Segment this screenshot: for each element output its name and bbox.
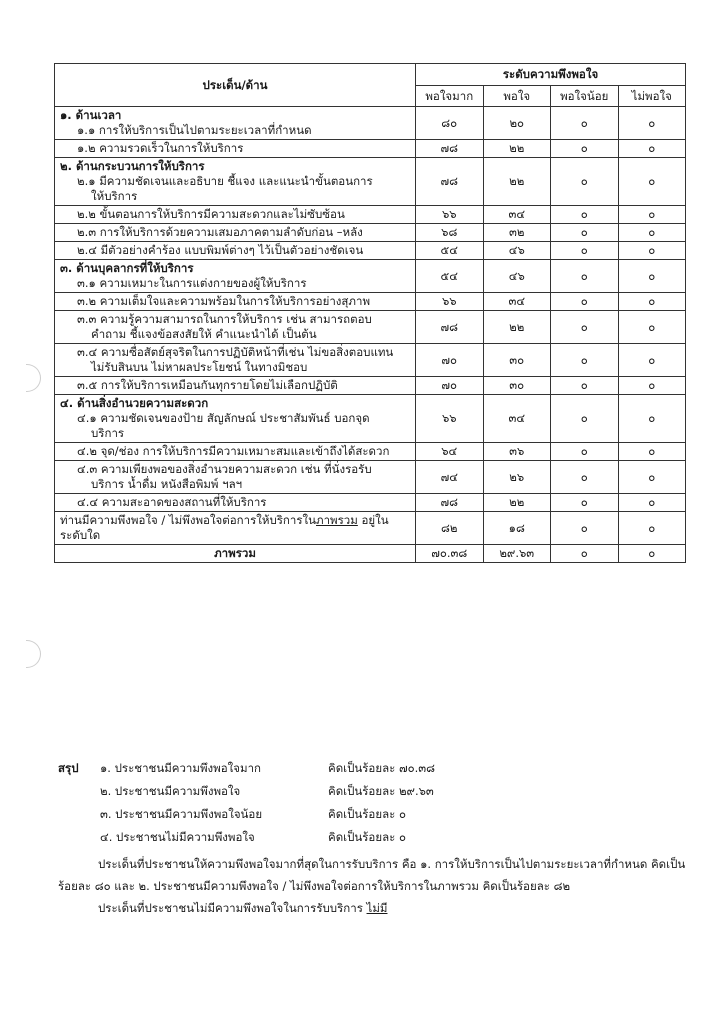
summary-label: สรุป xyxy=(58,761,79,775)
header-not-satisfied: ไม่พอใจ xyxy=(618,86,686,107)
item-text: ๒.๒ ขั้นตอนการให้บริการมีความสะดวกและไม่ซับซ้อน xyxy=(77,207,345,221)
punch-hole-mark xyxy=(26,640,41,668)
topic-cell xyxy=(55,395,416,443)
value-slightly-satisfied: ๐ xyxy=(551,344,619,377)
value-satisfied: ๓๖ xyxy=(483,443,551,461)
table-body xyxy=(55,107,686,563)
value-satisfied: ๒๒ xyxy=(483,494,551,512)
value-slightly-satisfied: ๐ xyxy=(551,512,619,545)
table-row xyxy=(55,494,686,512)
value-satisfied: ๒๐ xyxy=(483,107,551,140)
value-not-satisfied: ๐ xyxy=(618,344,686,377)
table-row xyxy=(55,461,686,494)
overall-question-text: ท่านมีความพึงพอใจ / ไม่พึงพอใจต่อการให้บริการใน xyxy=(60,513,317,527)
value-not-satisfied: ๐ xyxy=(618,377,686,395)
value-slightly-satisfied: ๐ xyxy=(551,494,619,512)
table-row xyxy=(55,140,686,158)
value-slightly-satisfied: ๐ xyxy=(551,377,619,395)
value-not-satisfied: ๐ xyxy=(618,224,686,242)
item-text-cont: คำถาม ชี้แจงข้อสงสัยให้ คำแนะนำได้ เป็นต้น xyxy=(91,327,317,341)
value-very-satisfied: ๘๒ xyxy=(416,512,484,545)
item-text: ๓.๔ ความซื่อสัตย์สุจริตในการปฏิบัติหน้าที่เช่น ไม่ขอสิ่งตอบแทน xyxy=(77,345,394,359)
topic-cell xyxy=(55,158,416,206)
summary-line xyxy=(58,803,688,826)
value-not-satisfied: ๐ xyxy=(618,206,686,224)
value-satisfied: ๓๐ xyxy=(483,344,551,377)
value-not-satisfied: ๐ xyxy=(618,242,686,260)
value-slightly-satisfied: ๐ xyxy=(551,224,619,242)
value-very-satisfied: ๖๔ xyxy=(416,443,484,461)
underlined-answer: ไม่มี xyxy=(366,901,388,915)
overall-question-text-end: อยู่ในระดับใด xyxy=(60,513,389,542)
value-not-satisfied: ๐ xyxy=(618,461,686,494)
value-slightly-satisfied: ๐ xyxy=(551,545,619,563)
item-text: ๓.๒ ความเต็มใจและความพร้อมในการให้บริการอย่างสุภาพ xyxy=(77,294,371,308)
table-row xyxy=(55,344,686,377)
value-not-satisfied: ๐ xyxy=(618,158,686,206)
item-text: ๓.๑ ความเหมาะในการแต่งกายของผู้ให้บริการ xyxy=(77,276,307,290)
header-very-satisfied: พอใจมาก xyxy=(416,86,484,107)
value-very-satisfied: ๖๘ xyxy=(416,224,484,242)
summary-line-value: คิดเป็นร้อยละ ๗๐.๓๘ xyxy=(328,761,436,775)
value-not-satisfied: ๐ xyxy=(618,443,686,461)
value-satisfied: ๑๘ xyxy=(483,512,551,545)
header-satisfaction-level: ระดับความพึงพอใจ xyxy=(416,64,686,86)
value-slightly-satisfied: ๐ xyxy=(551,206,619,224)
header-satisfied: พอใจ xyxy=(483,86,551,107)
table-row xyxy=(55,242,686,260)
value-slightly-satisfied: ๐ xyxy=(551,140,619,158)
value-slightly-satisfied: ๐ xyxy=(551,395,619,443)
value-very-satisfied: ๗๐ xyxy=(416,377,484,395)
topic-cell xyxy=(55,461,416,494)
item-text: ๒.๑ มีความชัดเจนและอธิบาย ชี้แจง และแนะนำขั้นตอนการ xyxy=(77,174,373,188)
topic-cell xyxy=(55,224,416,242)
item-text-cont: ไม่รับสินบน ไม่หาผลประโยชน์ ในทางมิชอบ xyxy=(91,360,308,374)
value-slightly-satisfied: ๐ xyxy=(551,242,619,260)
value-slightly-satisfied: ๐ xyxy=(551,311,619,344)
topic-cell xyxy=(55,311,416,344)
item-text: ๔.๒ จุด/ช่อง การให้บริการมีความเหมาะสมและเข้าถึงได้สะดวก xyxy=(77,444,390,458)
value-not-satisfied: ๐ xyxy=(618,395,686,443)
summary-line-value: คิดเป็นร้อยละ ๐ xyxy=(328,807,406,821)
summary-paragraph-most-satisfied: ประเด็นที่ประชาชนให้ความพึงพอใจมากที่สุดในการรับบริการ คือ ๑. การให้บริการเป็นไปตามระยะเวลาที่กำหนด คิดเป็นร้อยละ ๘๐ และ ๒. ประชาชนมีความพึงพอใจ / ไม่พึงพอใจต่อการให้บริการในภาพรวม คิดเป็นร้อยละ ๘๒ xyxy=(58,857,686,893)
summary-line-text: ๑. ประชาชนมีความพึงพอใจมาก xyxy=(100,761,261,775)
table-row xyxy=(55,293,686,311)
value-very-satisfied: ๗๘ xyxy=(416,311,484,344)
value-not-satisfied: ๐ xyxy=(618,260,686,293)
value-satisfied: ๒๙.๖๓ xyxy=(483,545,551,563)
value-not-satisfied: ๐ xyxy=(618,545,686,563)
value-slightly-satisfied: ๐ xyxy=(551,260,619,293)
table-row xyxy=(55,377,686,395)
summary-line-value: คิดเป็นร้อยละ ๒๙.๖๓ xyxy=(328,784,434,798)
value-satisfied: ๓๐ xyxy=(483,377,551,395)
section-title: ๔. ด้านสิ่งอำนวยความสะดวก xyxy=(60,396,209,410)
value-satisfied: ๒๒ xyxy=(483,140,551,158)
value-slightly-satisfied: ๐ xyxy=(551,158,619,206)
table-row-total xyxy=(55,545,686,563)
section-title: ๑. ด้านเวลา xyxy=(60,108,122,122)
value-satisfied: ๓๔ xyxy=(483,206,551,224)
value-satisfied: ๒๖ xyxy=(483,461,551,494)
value-satisfied: ๒๒ xyxy=(483,311,551,344)
topic-cell xyxy=(55,293,416,311)
value-not-satisfied: ๐ xyxy=(618,140,686,158)
value-satisfied: ๓๒ xyxy=(483,224,551,242)
table-row xyxy=(55,107,686,140)
item-text: ๑.๒ ความรวดเร็วในการให้บริการ xyxy=(77,141,244,155)
value-satisfied: ๒๒ xyxy=(483,158,551,206)
value-not-satisfied: ๐ xyxy=(618,494,686,512)
section-title: ๓. ด้านบุคลากรที่ให้บริการ xyxy=(60,261,194,275)
value-not-satisfied: ๐ xyxy=(618,293,686,311)
table-row xyxy=(55,224,686,242)
value-very-satisfied: ๖๖ xyxy=(416,206,484,224)
value-satisfied: ๓๔ xyxy=(483,395,551,443)
summary-line xyxy=(58,757,688,780)
item-text: ๔.๑ ความชัดเจนของป้าย สัญลักษณ์ ประชาสัมพันธ์ บอกจุด xyxy=(77,411,370,425)
value-not-satisfied: ๐ xyxy=(618,311,686,344)
item-text: ๓.๕ การให้บริการเหมือนกันทุกรายโดยไม่เลือกปฏิบัติ xyxy=(77,378,338,392)
table-row xyxy=(55,311,686,344)
topic-cell xyxy=(55,377,416,395)
item-text-cont: บริการ น้ำดื่ม หนังสือพิมพ์ ฯลฯ xyxy=(91,477,243,491)
value-not-satisfied: ๐ xyxy=(618,512,686,545)
punch-hole-mark xyxy=(26,364,41,392)
value-slightly-satisfied: ๐ xyxy=(551,461,619,494)
value-very-satisfied: ๗๘ xyxy=(416,140,484,158)
summary-line-text: ๔. ประชาชนไม่มีความพึงพอใจ xyxy=(100,830,255,844)
topic-cell xyxy=(55,107,416,140)
value-slightly-satisfied: ๐ xyxy=(551,107,619,140)
table-row-overall-question xyxy=(55,512,686,545)
topic-cell xyxy=(55,494,416,512)
value-slightly-satisfied: ๐ xyxy=(551,443,619,461)
summary-line-value: คิดเป็นร้อยละ ๐ xyxy=(328,830,406,844)
value-very-satisfied: ๕๔ xyxy=(416,260,484,293)
item-text-cont: ให้บริการ xyxy=(91,189,138,203)
value-not-satisfied: ๐ xyxy=(618,107,686,140)
summary-line xyxy=(58,826,688,849)
header-slightly-satisfied: พอใจน้อย xyxy=(551,86,619,107)
value-satisfied: ๔๖ xyxy=(483,242,551,260)
value-satisfied: ๓๔ xyxy=(483,293,551,311)
summary-line-text: ๒. ประชาชนมีความพึงพอใจ xyxy=(100,784,241,798)
value-slightly-satisfied: ๐ xyxy=(551,293,619,311)
summary-section xyxy=(58,757,688,919)
value-very-satisfied: ๖๖ xyxy=(416,293,484,311)
summary-paragraph-not-satisfied: ประเด็นที่ประชาชนไม่มีความพึงพอใจในการรับบริการ ไม่มี xyxy=(98,901,388,915)
table-row xyxy=(55,206,686,224)
value-very-satisfied: ๗๐ xyxy=(416,344,484,377)
topic-cell xyxy=(55,242,416,260)
satisfaction-table xyxy=(54,63,686,563)
item-text: ๔.๔ ความสะอาดของสถานที่ให้บริการ xyxy=(77,495,267,509)
value-very-satisfied: ๗๔ xyxy=(416,461,484,494)
value-very-satisfied: ๗๘ xyxy=(416,494,484,512)
table-row xyxy=(55,158,686,206)
item-text: ๑.๑ การให้บริการเป็นไปตามระยะเวลาที่กำหนด xyxy=(77,123,312,137)
topic-cell xyxy=(55,443,416,461)
value-very-satisfied: ๖๖ xyxy=(416,395,484,443)
topic-cell xyxy=(55,260,416,293)
item-text: ๒.๓ การให้บริการด้วยความเสมอภาคตามลำดับก่อน –หลัง xyxy=(77,225,363,239)
value-very-satisfied: ๘๐ xyxy=(416,107,484,140)
item-text: ๓.๓ ความรู้ความสามารถในการให้บริการ เช่น สามารถตอบ xyxy=(77,312,372,326)
item-text: ๒.๔ มีตัวอย่างคำร้อง แบบพิมพ์ต่างๆ ไว้เป็นตัวอย่างชัดเจน xyxy=(77,243,364,257)
topic-cell xyxy=(55,344,416,377)
value-very-satisfied: ๗๘ xyxy=(416,158,484,206)
total-label: ภาพรวม xyxy=(55,545,416,563)
item-text: ๔.๓ ความเพียงพอของสิ่งอำนวยความสะดวก เช่น ที่นั่งรอรับ xyxy=(77,462,372,476)
summary-line-text: ๓. ประชาชนมีความพึงพอใจน้อย xyxy=(100,807,263,821)
table-row xyxy=(55,395,686,443)
table-row xyxy=(55,260,686,293)
value-very-satisfied: ๕๔ xyxy=(416,242,484,260)
topic-cell xyxy=(55,206,416,224)
table-row xyxy=(55,443,686,461)
value-satisfied: ๔๖ xyxy=(483,260,551,293)
section-title: ๒. ด้านกระบวนการให้บริการ xyxy=(60,159,205,173)
summary-line xyxy=(58,780,688,803)
overall-question-cell xyxy=(55,512,416,545)
overall-question-underlined: ภาพรวม xyxy=(316,513,358,527)
item-text-cont: บริการ xyxy=(91,426,125,440)
topic-cell xyxy=(55,140,416,158)
header-topic: ประเด็น/ด้าน xyxy=(55,64,416,107)
value-very-satisfied: ๗๐.๓๘ xyxy=(416,545,484,563)
